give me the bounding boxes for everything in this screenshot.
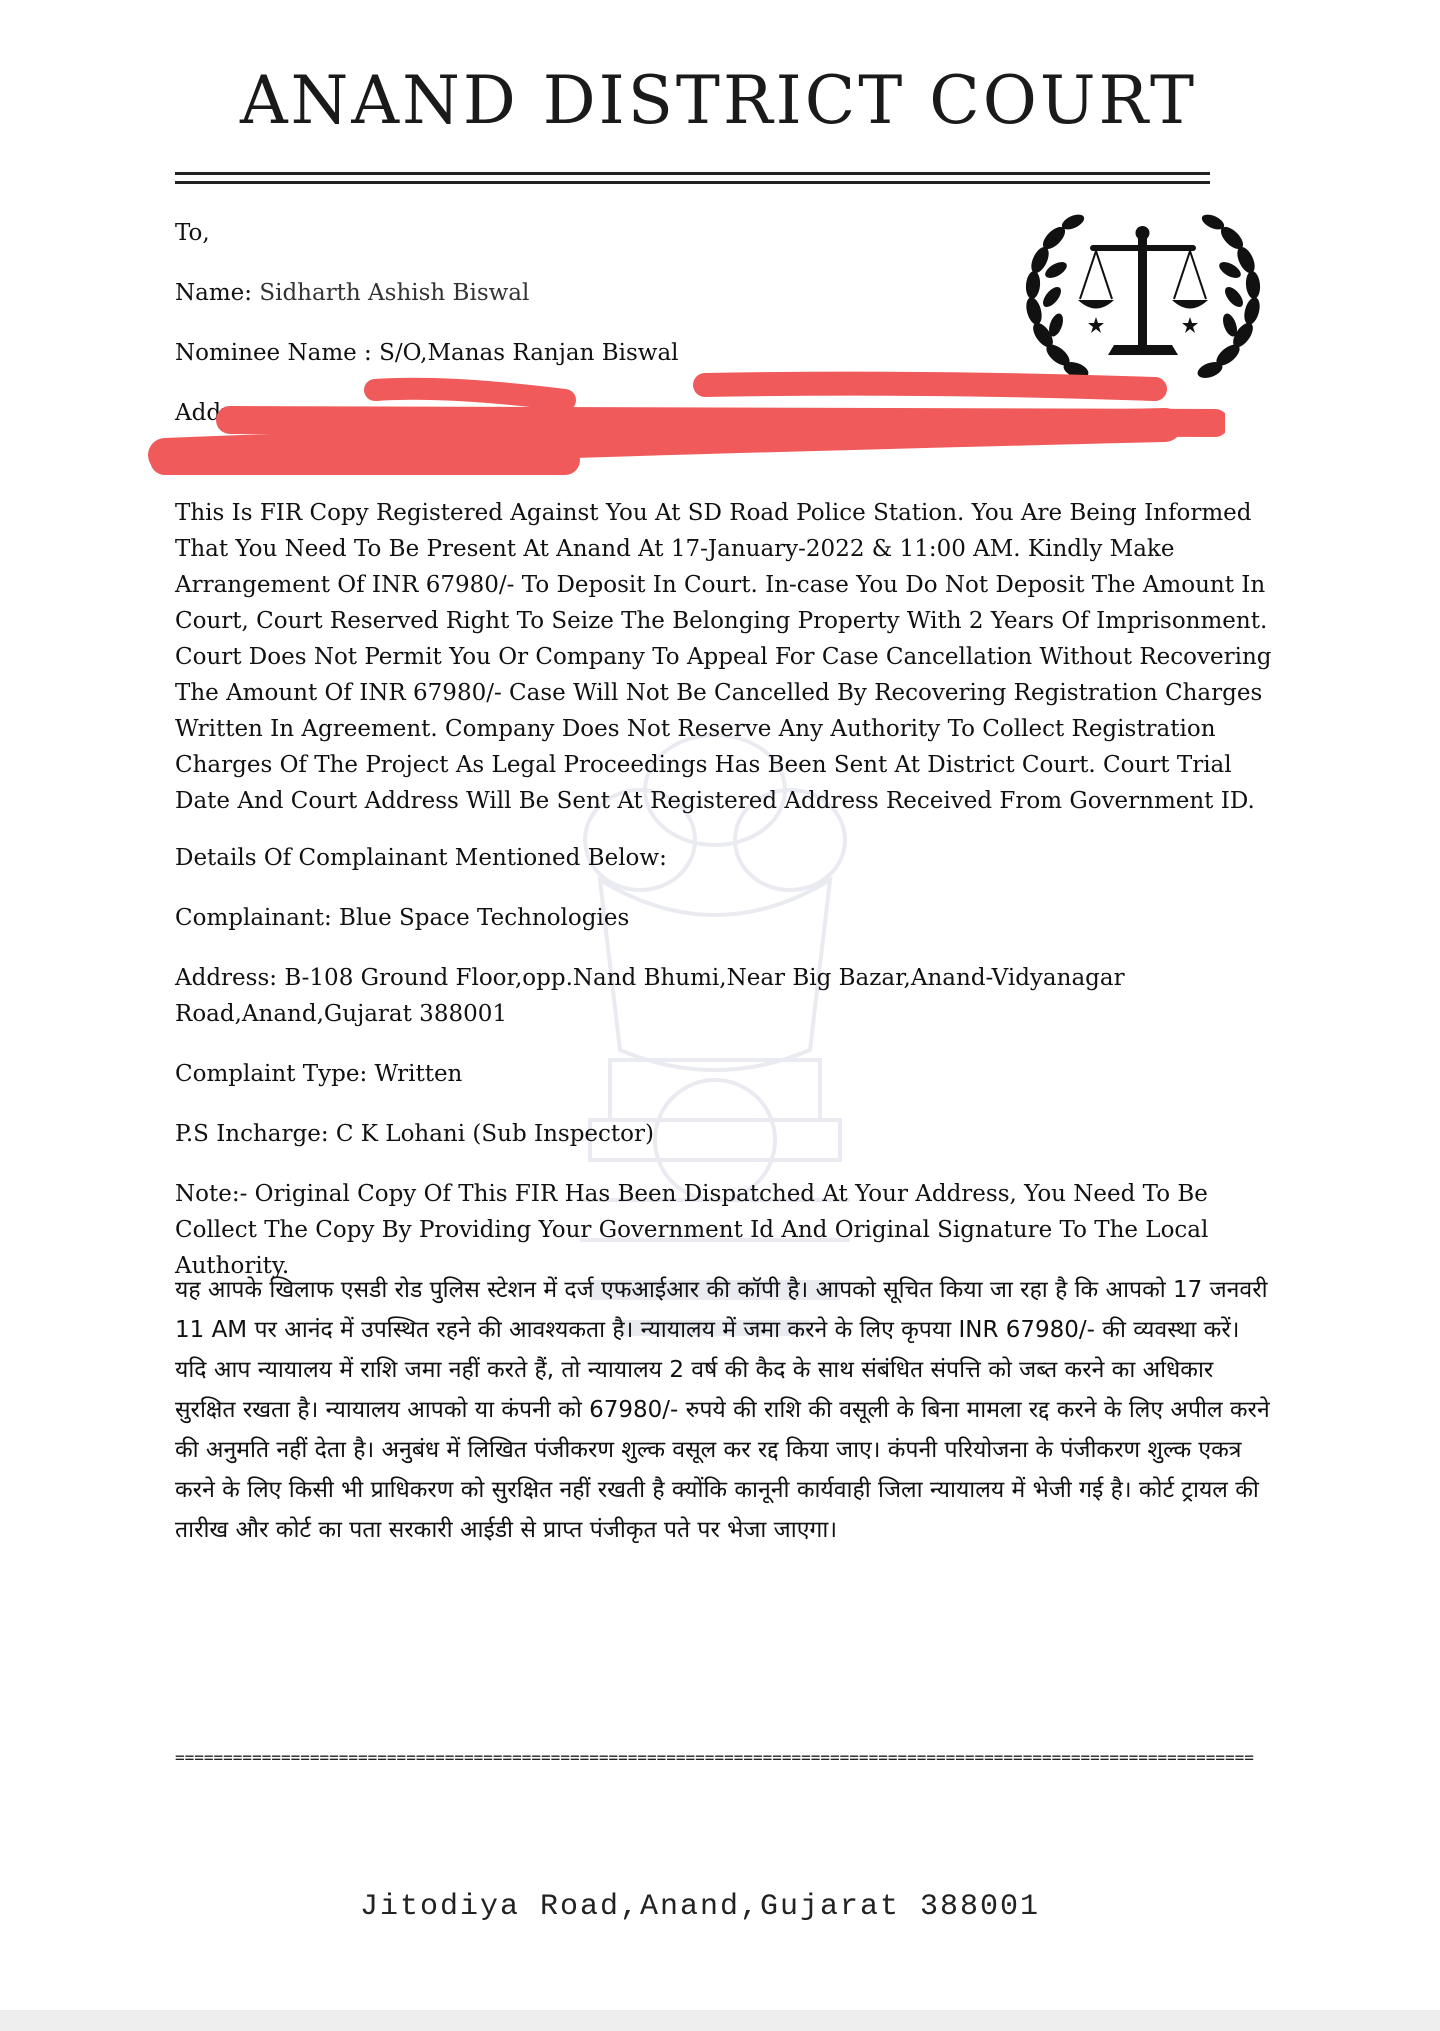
name-label: Name: [175,280,253,306]
complainant: Complainant: Blue Space Technologies [175,905,630,931]
name-value: Sidharth Ashish Biswal [259,280,530,306]
salutation: To, [175,220,210,246]
nominee-value: S/O,Manas Ranjan Biswal [379,340,679,366]
ps-incharge: P.S Incharge: C K Lohani (Sub Inspector) [175,1121,654,1147]
fir-notice-paragraph: This Is FIR Copy Registered Against You At SD Road Police Station. You Are Being Informed That You Need To Be Present At Anand At 17-January-2022 & 11:00 AM. Kindly Make Arrangement Of INR 67980/- To Deposit In Court. In-case You Do Not Deposit The Amount In Court, Court Reserved Right To Seize The Belonging Property With 2 Years Of Imprisonment. Court Does Not Permit You Or Company To Appeal For Case Cancellation Without Recovering The Amount Of INR 67980/- Case Will Not Be Cancelled By Recovering Registration Charges Written In Agreement. Company Does Not Reserve Any Authority To Collect Registration Charges Of The Project As Legal Proceedings Has Been Sent At District Court. Court Trial Date And Court Address Will Be Sent At Registered Address Received From Government ID. [175,500,1272,814]
nominee-label: Nominee Name : [175,340,372,366]
address-redaction [145,355,1225,485]
page-bottom-edge [0,2010,1440,2031]
note-paragraph: Note:- Original Copy Of This FIR Has Been Dispatched At Your Address, You Need To Be Collect The Copy By Providing Your Government Id And Original Signature To The Local Authority. [175,1181,1209,1279]
address-label: Address: [175,400,278,426]
page-title: ANAND DISTRICT COURT [240,62,1197,139]
details-heading: Details Of Complainant Mentioned Below: [175,845,667,871]
footer-rule: ================================================================================================================ [175,1748,1254,1767]
hindi-notice-paragraph: यह आपके खिलाफ एसडी रोड पुलिस स्टेशन में दर्ज एफआईआर की कॉपी है। आपको सूचित किया जा रहा है कि आपको 17 जनवरी 11 AM पर आनंद में उपस्थित रहने की आवश्यकता है। न्यायालय में जमा करने के लिए कृपया INR 67980/- की व्यवस्था करें। यदि आप न्यायालय में राशि जमा नहीं करते हैं, तो न्यायालय 2 वर्ष की कैद के साथ संबंधित संपत्ति को जब्त करने का अधिकार सुरक्षित रखता है। न्यायालय आपको या कंपनी को 67980/- रुपये की राशि की वसूली के बिना मामला रद्द करने के लिए अपील करने की अनुमति नहीं देता है। अनुबंध में लिखित पंजीकरण शुल्क वसूल कर रद्द किया जाए। कंपनी परियोजना के पंजीकरण शुल्क एकत्र करने के लिए किसी भी प्राधिकरण को सुरक्षित नहीं रखती है क्योंकि कानूनी कार्यवाही जिला न्यायालय में भेजी गई है। कोर्ट ट्रायल की तारीख और कोर्ट का पता सरकारी आईडी से प्राप्त पंजीकृत पते पर भेजा जाएगा। [175,1277,1270,1543]
header-double-rule [175,172,1210,192]
complaint-type: Complaint Type: Written [175,1061,463,1087]
complainant-address: Address: B-108 Ground Floor,opp.Nand Bhumi,Near Big Bazar,Anand-Vidyanagar Road,Anand,Gujarat 388001 [175,965,1125,1027]
footer-address: Jitodiya Road,Anand,Gujarat 388001 [359,1890,1041,1924]
recipient-name [175,280,529,306]
